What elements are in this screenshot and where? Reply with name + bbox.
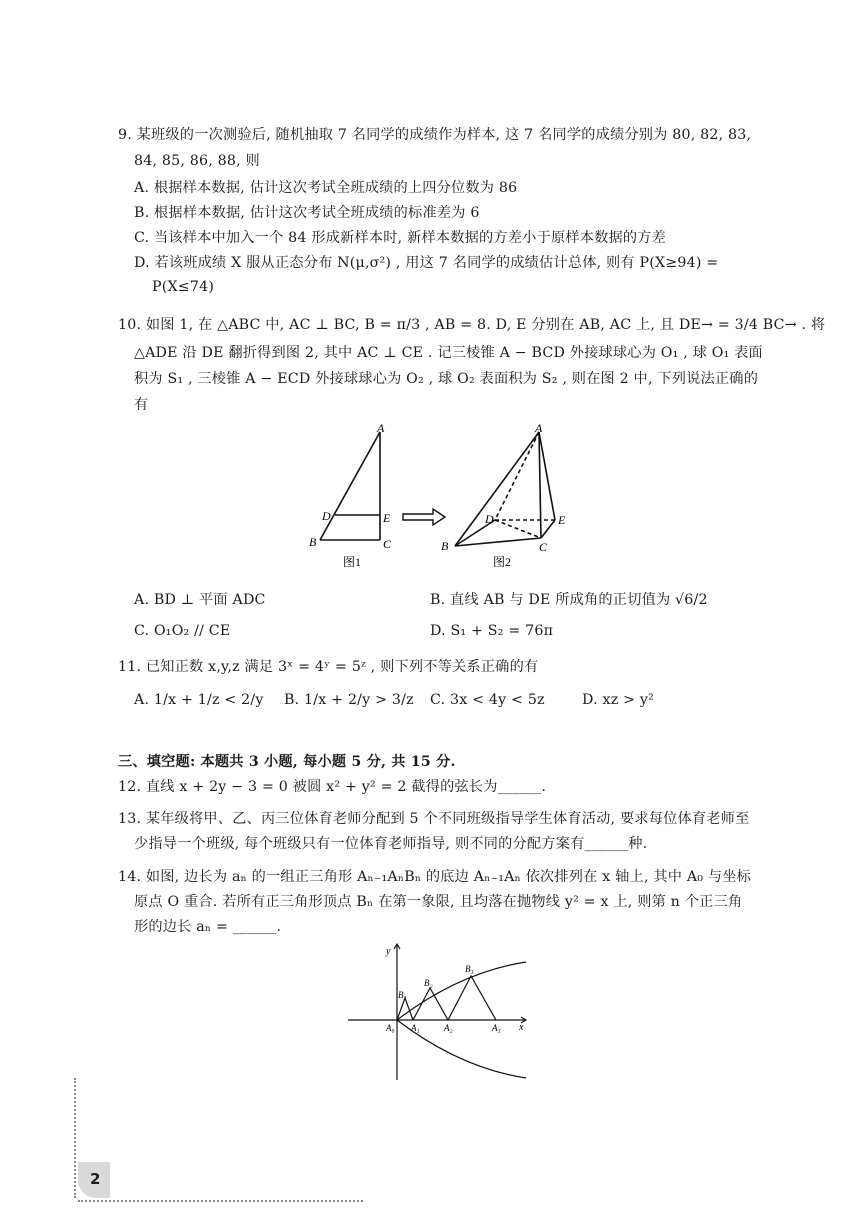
label-a3: A₃ — [492, 1023, 501, 1033]
q13-stem-line2: 少指导一个班级, 每个班级只有一位体育老师指导, 则不同的分配方案有______种. — [134, 836, 648, 852]
label-b2: B₂ — [424, 978, 433, 988]
q9-option-a: A. 根据样本数据, 估计这次考试全班成绩的上四分位数为 86 — [134, 180, 518, 196]
fig2-label-e: E — [558, 513, 566, 527]
q11-option-a: A. 1/x + 1/z < 2/y — [134, 692, 264, 708]
q10-stem-line4: 有 — [134, 397, 149, 413]
q10-figures — [295, 420, 595, 575]
fig1-caption: 图1 — [343, 555, 362, 569]
q14-parabola-figure — [340, 940, 540, 1085]
fig1-label-e: E — [383, 511, 391, 525]
label-a1: A₁ — [411, 1023, 420, 1033]
label-a0: A₀ — [386, 1023, 395, 1033]
q10-stem-line3: 积为 S₁ , 三棱锥 A − ECD 外接球球心为 O₂ , 球 O₂ 表面积为 S₂ , 则在图 2 中, 下列说法正确的 — [134, 371, 759, 387]
q11-option-b: B. 1/x + 2/y > 3/z — [284, 692, 414, 708]
q10-option-a: A. BD ⊥ 平面 ADC — [134, 592, 266, 608]
q11-stem: 11. 已知正数 x,y,z 满足 3ˣ = 4ʸ = 5ᶻ , 则下列不等关系正确的有 — [118, 659, 539, 675]
figure-2 — [455, 432, 555, 546]
q9-option-d-line1: D. 若该班成绩 X 服从正态分布 N(μ,σ²) , 用这 7 名同学的成绩估计总体, 则有 P(X≥94) = — [134, 255, 719, 271]
page-border-dotted-horizontal — [78, 1200, 363, 1202]
section-3-heading: 三、填空题: 本题共 3 小题, 每小题 5 分, 共 15 分. — [118, 754, 456, 770]
page-number: 2 — [90, 1170, 101, 1188]
fig2-label-b: B — [441, 539, 449, 553]
q11-option-c: C. 3x < 4y < 5z — [430, 692, 545, 708]
q14-stem-line2: 原点 O 重合. 若所有正三角形顶点 Bₙ 在第一象限, 且均落在抛物线 y² = x 上, 则第 n 个正三角 — [134, 894, 743, 910]
q9-option-d-line2: P(X≤74) — [152, 279, 215, 295]
q9-option-b: B. 根据样本数据, 估计这次考试全班成绩的标准差为 6 — [134, 205, 480, 221]
fig1-label-d: D — [322, 509, 331, 523]
q9-option-c: C. 当该样本中加入一个 84 形成新样本时, 新样本数据的方差小于原样本数据的方差 — [134, 230, 667, 246]
fig1-label-c: C — [383, 537, 392, 551]
q14-stem-line1: 14. 如图, 边长为 aₙ 的一组正三角形 Aₙ₋₁AₙBₙ 的底边 Aₙ₋₁Aₙ 依次排列在 x 轴上, 其中 A₀ 与坐标 — [118, 869, 752, 885]
page-border-dotted-vertical — [74, 1078, 76, 1198]
q10-stem-line1: 10. 如图 1, 在 △ABC 中, AC ⊥ BC, B = π/3 , AB = 8. D, E 分别在 AB, AC 上, 且 DE→ = 3/4 BC→ . 将 — [118, 317, 826, 333]
fig2-label-c: C — [539, 540, 548, 554]
q10-option-c: C. O₁O₂ // CE — [134, 623, 231, 639]
label-b3: B₃ — [465, 964, 474, 974]
q13-stem-line1: 13. 某年级将甲、乙、丙三位体育老师分配到 5 个不同班级指导学生体育活动, 要求每位体育老师至 — [118, 811, 750, 827]
q10-option-d: D. S₁ + S₂ = 76π — [430, 623, 554, 639]
q14-stem-line3: 形的边长 aₙ = ______. — [134, 919, 282, 935]
label-a2: A₂ — [444, 1023, 453, 1033]
q9-stem-line2: 84, 85, 86, 88, 则 — [134, 153, 260, 169]
label-b1: B₁ — [398, 990, 407, 1000]
fig1-label-a: A — [377, 421, 385, 435]
q11-option-d: D. xz > y² — [582, 692, 654, 708]
q10-stem-line2: △ADE 沿 DE 翻折得到图 2, 其中 AC ⊥ CE . 记三棱锥 A − BCD 外接球球心为 O₁ , 球 O₁ 表面 — [134, 345, 763, 361]
triangle-3 — [448, 976, 496, 1020]
figure-1 — [320, 432, 380, 540]
y-axis-label: y — [386, 946, 391, 957]
fig2-caption: 图2 — [493, 555, 512, 569]
q12-stem: 12. 直线 x + 2y − 3 = 0 被圆 x² + y² = 2 截得的弦长为______. — [118, 779, 547, 795]
triangle-1 — [397, 998, 413, 1020]
q9-stem-line1: 9. 某班级的一次测验后, 随机抽取 7 名同学的成绩作为样本, 这 7 名同学的成绩分别为 80, 82, 83, — [118, 127, 752, 143]
q10-option-b: B. 直线 AB 与 DE 所成角的正切值为 √6/2 — [430, 592, 708, 608]
fig1-label-b: B — [309, 535, 317, 549]
x-axis-label: x — [519, 1022, 524, 1033]
fig2-label-a: A — [535, 421, 543, 435]
fig2-label-d: D — [485, 512, 494, 526]
triangle-2 — [413, 988, 448, 1020]
right-arrow-icon — [403, 509, 445, 525]
